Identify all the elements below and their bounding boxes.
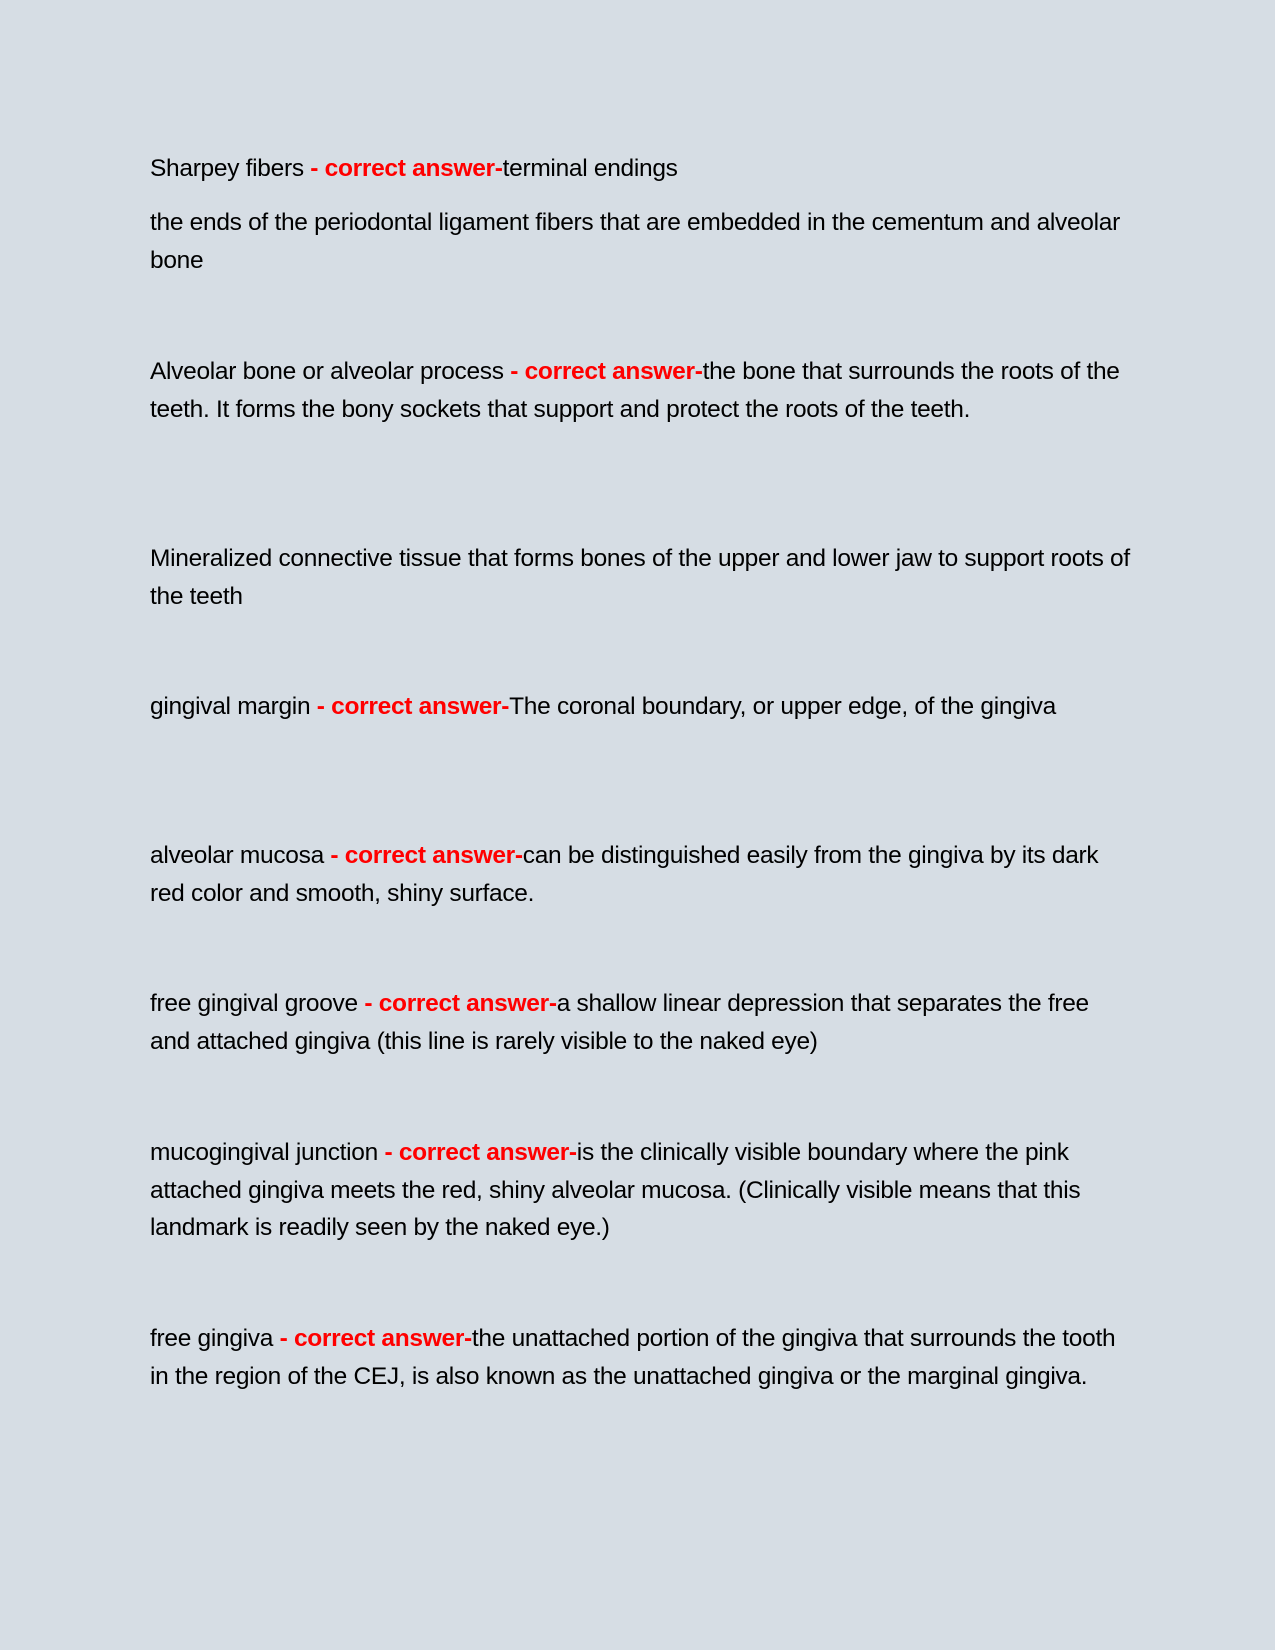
flashcard-free-gingival-groove [150,985,1135,1060]
correct-answer-marker: - correct answer- [330,842,523,869]
flashcard-alveolar-bone [150,353,1135,428]
definition-paragraph [150,540,1135,615]
correct-answer-marker: - correct answer- [510,358,703,385]
correct-answer-marker: - correct answer- [364,990,557,1017]
correct-answer-marker: - correct answer- [279,1325,472,1352]
correct-answer-marker: - correct answer- [310,155,503,182]
answer: is the clinically visible boundary where the pink attached gingiva meets the red, shiny alveolar mucosa. (Clinically visible means that this landmark is readily seen by the naked eye.) [150,1139,1081,1241]
term: free gingival groove [150,990,365,1017]
definition-paragraph [150,204,1135,279]
term: Sharpey fibers [150,155,311,182]
correct-answer-marker: - correct answer- [384,1139,577,1166]
definition-text: Mineralized connective tissue that forms bones of the upper and lower jaw to support roots of the teeth [150,545,1130,610]
flashcard-free-gingiva [150,1320,1135,1395]
answer: The coronal boundary, or upper edge, of the gingiva [509,693,1056,720]
flashcard-gingival-margin [150,688,1135,726]
flashcard-sharpey-fibers [150,150,1135,188]
term: alveolar mucosa [150,842,331,869]
answer: a shallow linear depression that separates the free and attached gingiva (this line is rarely visible to the naked eye) [150,990,1089,1055]
definition-text: the ends of the periodontal ligament fibers that are embedded in the cementum and alveolar bone [150,209,1120,274]
flashcard-mucogingival-junction [150,1134,1135,1247]
term: gingival margin [150,693,317,720]
answer: can be distinguished easily from the gingiva by its dark red color and smooth, shiny surface. [150,842,1099,907]
answer: the bone that surrounds the roots of the teeth. It forms the bony sockets that support and protect the roots of the teeth. [150,358,1120,423]
term: Alveolar bone or alveolar process [150,358,511,385]
flashcard-alveolar-mucosa [150,837,1135,912]
answer: the unattached portion of the gingiva that surrounds the tooth in the region of the CEJ, is also known as the unattached gingiva or the marginal gingiva. [150,1325,1116,1390]
correct-answer-marker: - correct answer- [316,693,510,720]
term: mucogingival junction [150,1139,385,1166]
term: free gingiva [150,1325,280,1352]
answer: terminal endings [502,155,678,182]
